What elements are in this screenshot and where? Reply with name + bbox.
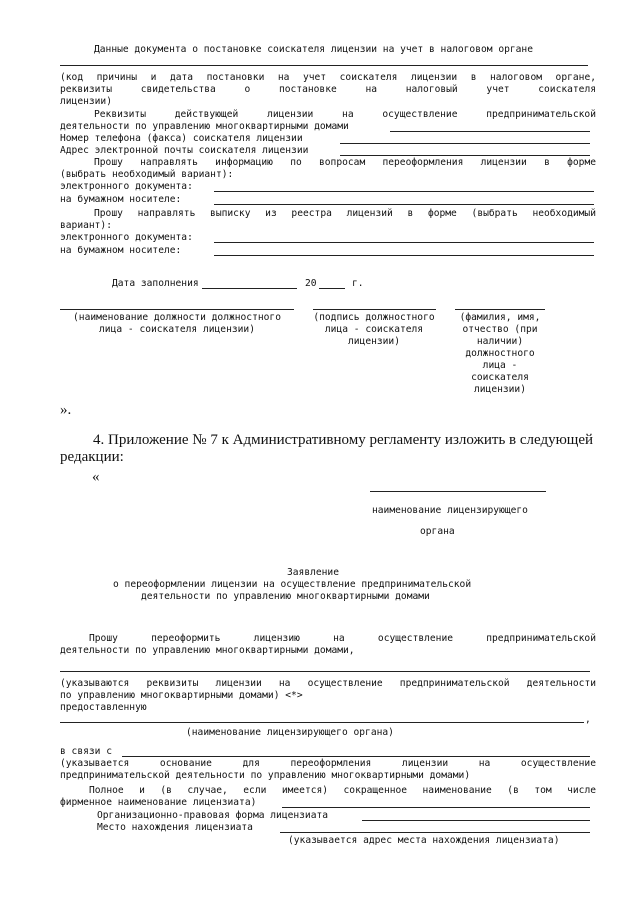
tax-note-line2: реквизиты свидетельства о постановке на налоговый учет соискателя [60, 84, 596, 95]
closing-quote: ». [60, 402, 72, 418]
application-title: Заявление [287, 567, 339, 578]
license-requisites-line1: Реквизиты действующей лицензии на осуществление предпринимательской [94, 109, 596, 120]
provided-label: предоставленную [60, 702, 147, 713]
location-field[interactable] [280, 832, 590, 833]
info-request-line1: Прошу направлять информацию по вопросам переоформления лицензии в форме [94, 157, 596, 168]
section-heading: Данные документа о постановке соискателя лицензии на учет в налоговом органе [94, 44, 533, 55]
paper-option-field-2[interactable] [214, 255, 594, 256]
phone-label: Номер телефона (факса) соискателя лицензии [60, 133, 303, 144]
reason-note-line1: (указывается основание для переоформления лицензии на осуществление [60, 758, 596, 769]
license-requisites-line2: деятельности по управлению многоквартирными домами [60, 121, 349, 132]
electronic-option-field[interactable] [214, 191, 594, 192]
amendment-text-line1: 4. Приложение № 7 к Административному регламенту изложить в следующей [93, 432, 594, 448]
authority-field-caption: (наименование лицензирующего органа) [186, 727, 394, 738]
authority-field-comma: , [585, 714, 591, 725]
authority-caption-2: органа [420, 526, 455, 537]
phone-field[interactable] [340, 143, 590, 144]
reason-note-line2: предпринимательской деятельности по управлению многоквартирными домами) [60, 770, 471, 781]
legal-form-label: Организационно-правовая форма лицензиата [97, 810, 329, 821]
paper-option-field[interactable] [214, 204, 594, 205]
location-caption: (указывается адрес места нахождения лицензиата) [288, 835, 560, 846]
license-requisites-field[interactable] [390, 131, 590, 132]
reissue-request-line1: Прошу переоформить лицензию на осуществление предпринимательской [89, 633, 596, 644]
reason-field[interactable] [122, 756, 590, 757]
info-request-line2: (выбрать необходимый вариант): [60, 169, 234, 180]
application-subtitle-line2: деятельности по управлению многоквартирными домами [141, 591, 430, 602]
authority-field[interactable] [60, 722, 584, 723]
position-signature-line[interactable] [60, 309, 294, 310]
year-field[interactable] [319, 288, 345, 289]
due-to-label: в связи с [60, 746, 112, 757]
full-name-field[interactable] [282, 807, 590, 808]
electronic-option-field-2[interactable] [214, 242, 594, 243]
paper-option-label: на бумажном носителе: [60, 194, 182, 205]
name-caption: (фамилия, имя, отчество (при наличии) должностного лица - соискателя лицензии) [459, 312, 541, 395]
electronic-option-label-2: электронного документа: [60, 232, 193, 243]
full-name-line1: Полное и (в случае, если имеется) сокращенное наименование (в том числе [89, 785, 596, 796]
year-suffix: г. [352, 278, 364, 289]
reissue-request-line2: деятельности по управлению многоквартирными домами, [60, 645, 355, 656]
authority-caption: наименование лицензирующего [372, 505, 528, 516]
extract-request-line1: Прошу направлять выписку из реестра лицензий в форме (выбрать необходимый [94, 208, 596, 219]
email-field[interactable] [340, 155, 590, 156]
application-subtitle-line1: о переоформлении лицензии на осуществление предпринимательской [113, 579, 472, 590]
opening-quote: « [92, 469, 100, 485]
paper-option-label-2: на бумажном носителе: [60, 245, 182, 256]
authority-name-line[interactable] [370, 491, 546, 492]
legal-form-field[interactable] [362, 820, 590, 821]
year-prefix: 20 [305, 278, 317, 289]
position-caption: (наименование должности должностного лица - соискателя лицензии) [73, 312, 281, 335]
signature-caption: (подпись должностного лица - соискателя лицензии) [313, 312, 435, 347]
requisites-note-line2: по управлению многоквартирными домами) <*> [60, 690, 303, 701]
electronic-option-label: электронного документа: [60, 181, 193, 192]
name-signature-line[interactable] [455, 309, 545, 310]
tax-data-line [60, 65, 588, 66]
full-name-line2: фирменное наименование лицензиата) [60, 797, 257, 808]
amendment-text-line2: редакции: [60, 449, 124, 465]
date-day-month-field[interactable] [202, 288, 297, 289]
email-label: Адрес электронной почты соискателя лицензии [60, 145, 309, 156]
location-label: Место нахождения лицензиата [97, 822, 253, 833]
tax-note-line3: лицензии) [60, 96, 112, 107]
license-requisites-field-2[interactable] [60, 671, 590, 672]
requisites-note-line1: (указываются реквизиты лицензии на осуществление предпринимательской деятельности [60, 678, 596, 689]
date-label: Дата заполнения [112, 278, 199, 289]
tax-note-line1: (код причины и дата постановки на учет соискателя лицензии в налоговом органе, [60, 72, 596, 83]
extract-request-line2: вариант): [60, 220, 112, 231]
signature-line[interactable] [313, 309, 436, 310]
